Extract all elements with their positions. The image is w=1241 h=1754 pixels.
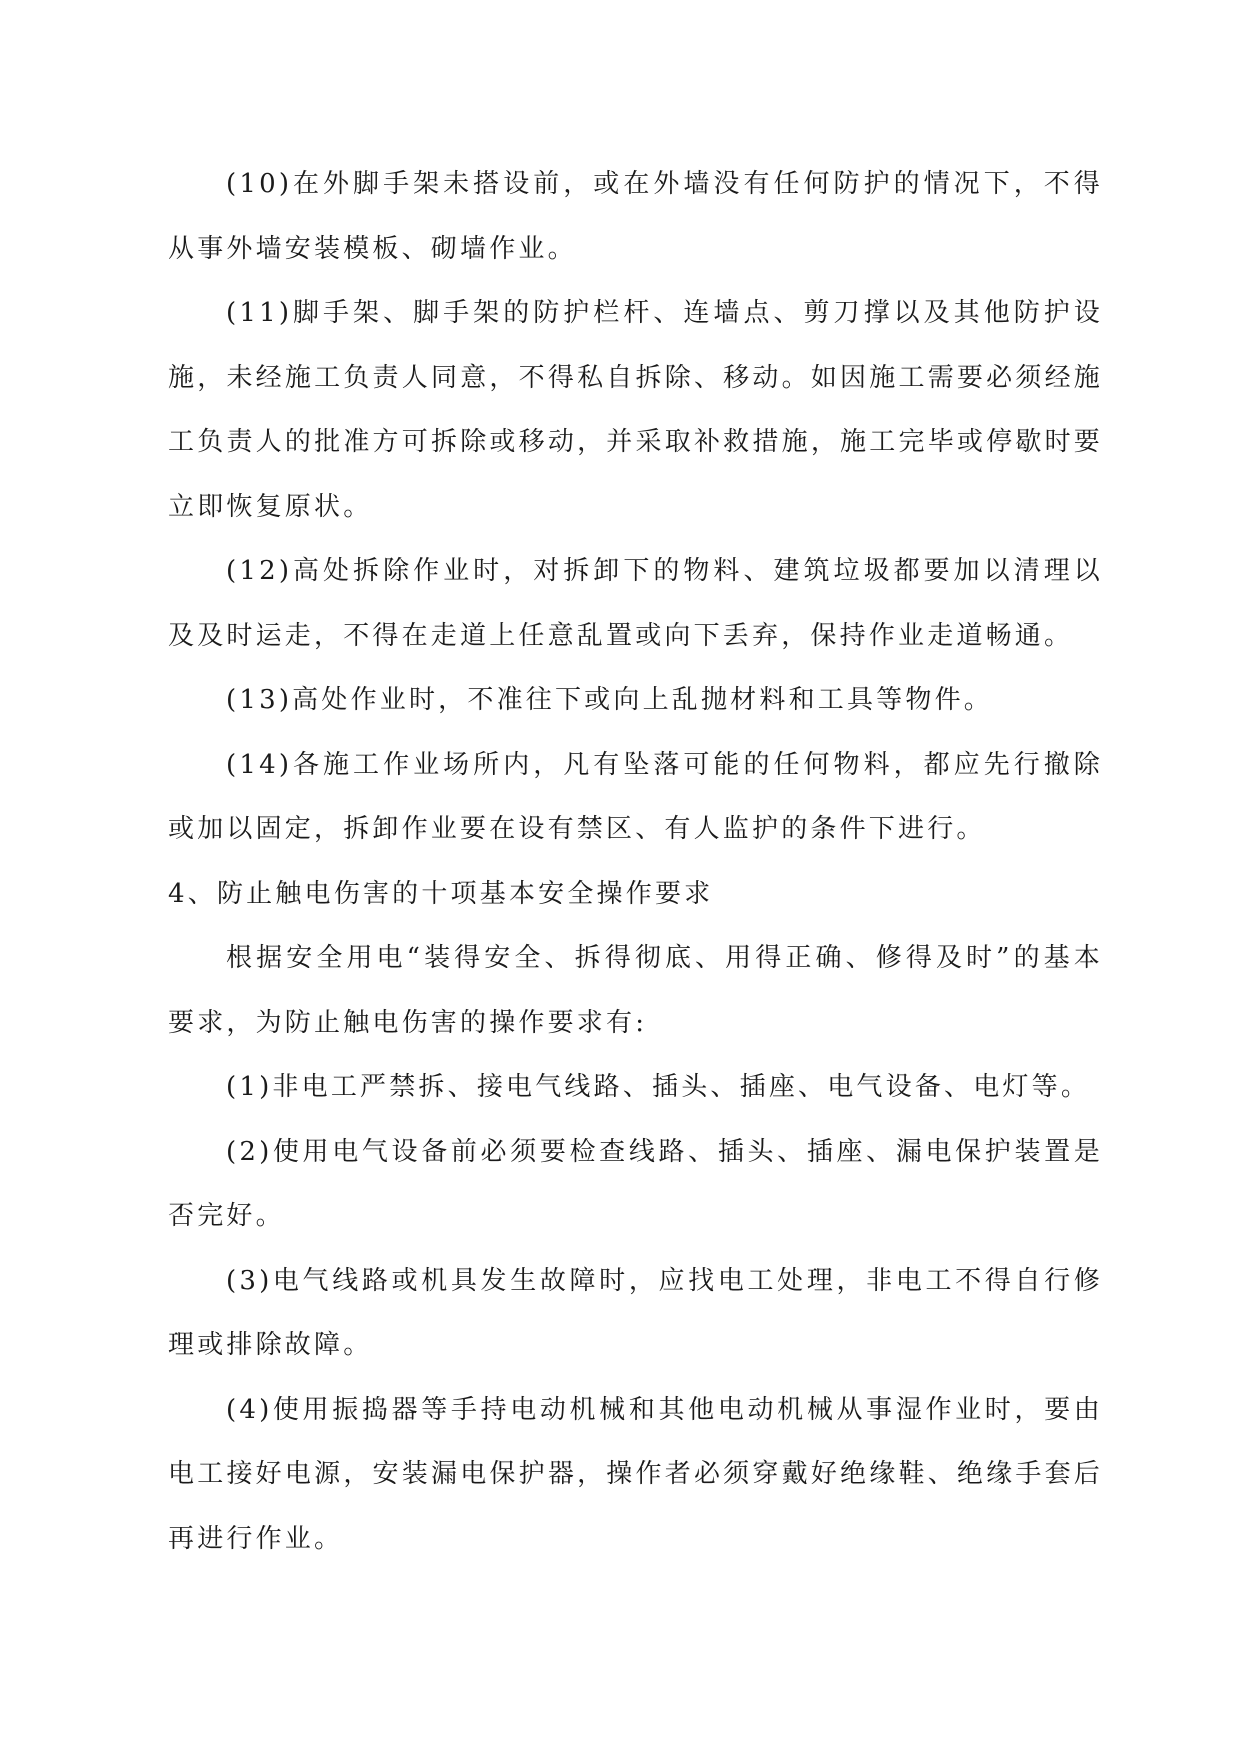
document-body [168, 152, 1103, 1571]
section-heading: 4、防止触电伤害的十项基本安全操作要求 [168, 878, 714, 909]
paragraph-item-2: (2)使用电气设备前必须要检查线路、插头、插座、漏电保护装置是否完好。 [168, 1136, 1103, 1231]
paragraph-item-11: (11)脚手架、脚手架的防护栏杆、连墙点、剪刀撑以及其他防护设施，未经施工负责人同意，不得私自拆除、移动。如因施工需要必须经施工负责人的批准方可拆除或移动，并采取补救措施，施工完毕或停歇时要立即恢复原状。 [168, 298, 1103, 522]
paragraph-item-14: (14)各施工作业场所内，凡有坠落可能的任何物料，都应先行撤除或加以固定，拆卸作业要在设有禁区、有人监护的条件下进行。 [168, 749, 1103, 844]
section-intro-paragraph: 根据安全用电“装得安全、拆得彻底、用得正确、修得及时”的基本要求，为防止触电伤害的操作要求有: [168, 943, 1103, 1038]
paragraph-item-12: (12)高处拆除作业时，对拆卸下的物料、建筑垃圾都要加以清理以及及时运走，不得在走道上任意乱置或向下丢弃，保持作业走道畅通。 [168, 556, 1103, 651]
paragraph-item-1: (1)非电工严禁拆、接电气线路、插头、插座、电气设备、电灯等。 [226, 1072, 1091, 1102]
paragraph-item-4: (4)使用振捣器等手持电动机械和其他电动机械从事湿作业时，要由电工接好电源，安装漏电保护器，操作者必须穿戴好绝缘鞋、绝缘手套后再进行作业。 [168, 1394, 1103, 1554]
paragraph-item-10: (10)在外脚手架未搭设前，或在外墙没有任何防护的情况下，不得从事外墙安装模板、砌墙作业。 [168, 169, 1103, 264]
paragraph-item-13: (13)高处作业时，不准往下或向上乱抛材料和工具等物件。 [226, 685, 993, 715]
paragraph-item-3: (3)电气线路或机具发生故障时，应找电工处理，非电工不得自行修理或排除故障。 [168, 1265, 1103, 1360]
